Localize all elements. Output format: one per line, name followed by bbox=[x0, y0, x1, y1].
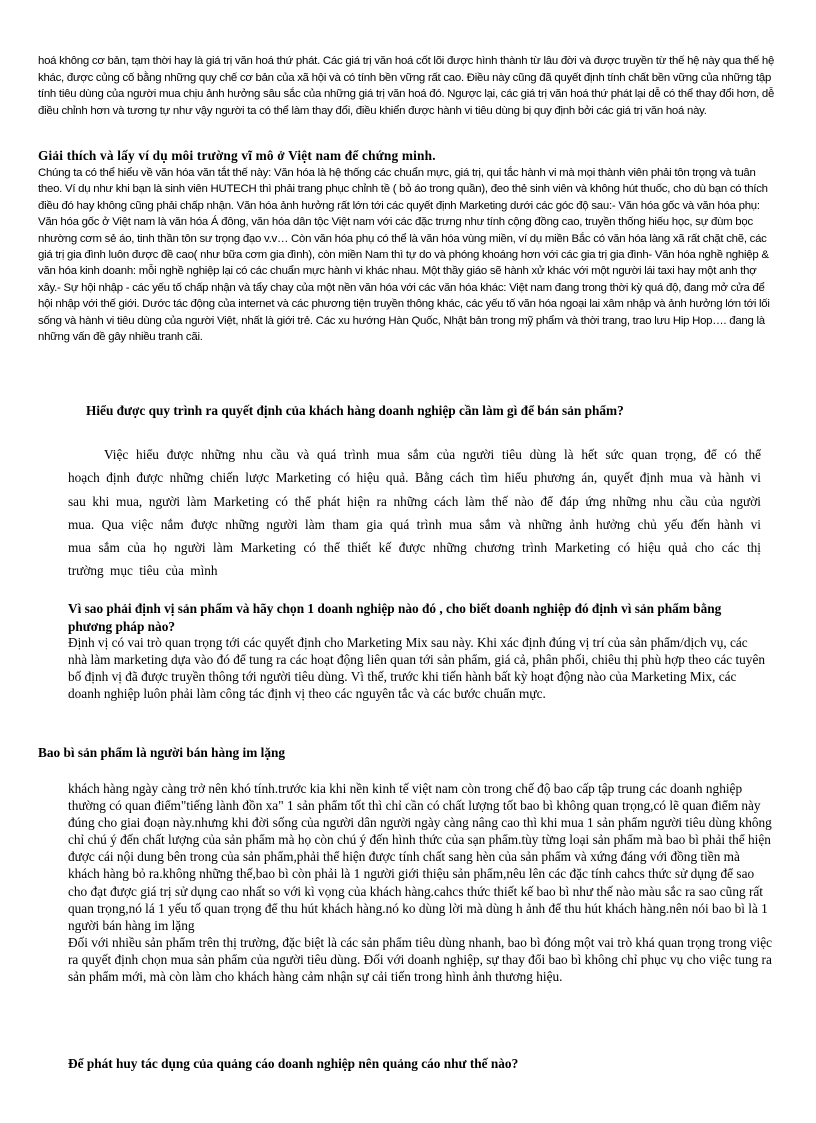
heading-advertising: Để phát huy tác dụng của quảng cáo doanh nghiệp nên quảng cáo như thế nào? bbox=[68, 1056, 519, 1071]
paragraph-decision-process: Việc hiểu được những nhu cầu và quá trình mua sắm của người tiêu dùng là hết sức quan trọng, để có thể hoạch định được những chiến lược Marketing có hiệu quả. Bằng cách tìm hiểu phương án, quyết định mua và hành vi sau khi mua, người làm Marketing có thể phát hiện ra những cách làm thế nào để đáp ứng những nhu cầu của người mua. Qua việc nắm được những người làm tham gia quá trình mua sắm và những ảnh hưởng chủ yếu đến hành vi mua sắm của họ người làm Marketing có thể thiết kế được những chương trình Marketing có hiệu quả cho các thị trường mục tiêu của mình bbox=[68, 447, 761, 579]
paragraph-product-positioning: Định vị có vai trò quan trọng tới các quyết định cho Marketing Mix sau này. Khi xác định đúng vị trí của sản phẩm/dịch vụ, các nhà làm marketing dựa vào đó để tung ra các hoạt động liên quan tới sản phẩm, giá cả, phân phối, chiêu thị phù hợp theo các tuyên bố định vị đã được truyền thông tới người tiêu dùng. Vì thế, trước khi tiến hành bất kỳ hoạt động nào của Marketing Mix, các doanh nghiệp luôn phải làm công tác định vị theo các nguyên tắc và các bước chuẩn mực. bbox=[68, 635, 765, 702]
heading-product-positioning: Vì sao phải định vị sản phẩm và hãy chọn 1 doanh nghiệp nào đó , cho biết doanh nghiệp đó định vì sản phẩm bằng phương pháp nào? bbox=[68, 601, 722, 634]
heading-macro-environment: Giải thích và lấy ví dụ môi trường vĩ mô ở Việt nam để chứng minh. bbox=[38, 148, 436, 163]
paragraph-packaging-silent-seller: khách hàng ngày càng trở nên khó tính.trước kia khi nền kinh tế việt nam còn trong chế độ bao cấp tập trung các doanh nghiệp thường có quan điểm"tiếng lành đồn xa" 1 sản phẩm tốt thì chỉ cần có chất lượng tốt bao bì không quan trọng,có lẽ quan điểm này đúng cho giai đoạn này.nhưng khi đời sống của người dân người ngày càng nâng cao thì khi mua 1 sản phẩm người tiêu dùng không chỉ chú ý đến chất lượng của sản phẩm mà họ còn chú ý đến hình thức của sạn phẩm.tùy từng loại sản phẩm mà bao bì phải thể hiện được cái nội dung bên trong của sản phẩm,phải thể hiện được tính chất sang hèn của sản phẩm và xứng đáng với đồng tiền mà khách hàng bỏ ra.không những thế,bao bì còn phải là 1 người giới thiệu sản phẩm,nêu lên các đặc tính cahcs thức sử dụng để sao cho đạt được giá trị sử dụng cao nhất so với kì vọng của khách hàng.cahcs thức thiết kế bao bì như thế nào màu sắc ra sao cũng rất quan trọng,nó lá 1 yếu tố quan trọng để thu hút khách hàng.nó ko dùng lời mà dùng h ảnh để thu hút khách hàng.nên nói bao bì là 1 người bán hàng im lặng bbox=[68, 781, 772, 933]
packaging-body bbox=[68, 780, 774, 985]
paragraph-packaging-role: Đối với nhiều sản phẩm trên thị trường, đặc biệt là các sản phẩm tiêu dùng nhanh, bao bì đóng một vai trò khá quan trọng trong việc ra quyết định chọn mua sản phẩm của người tiêu dùng. Đối với doanh nghiệp, sự thay đổi bao bì không chỉ phục vụ cho việc tung ra sản phẩm mới, mà còn làm cho khách hàng cảm nhận sự cải tiến trong hình ảnh thương hiệu. bbox=[68, 934, 773, 985]
heading-packaging: Bao bì sản phẩm là người bán hàng im lặng bbox=[38, 745, 286, 760]
heading-decision-process: Hiểu được quy trình ra quyết định của khách hàng doanh nghiệp cần làm gì để bán sản phẩm? bbox=[86, 403, 624, 418]
paragraph-culture-values: hoá không cơ bản, tạm thời hay là giá trị văn hoá thứ phát. Các giá trị văn hoá cốt lõi được hình thành từ lâu đời và được truyền từ thế hệ này qua thế hệ khác, được củng cố bằng những quy chế cơ bản của xã hội và có tính bền vững rất cao. Điều này cũng đã quyết định tính chất bền vững của những tập tính tiêu dùng của người mua chịu ảnh hưởng sâu sắc của những giá trị văn hoá đó. Ngược lại, các giá trị văn hoá thứ phát lại dễ có thể thay đổi hơn, dễ điều chỉnh hơn và tương tự như vậy người ta có thể làm thay đổi, điều khiển được hành vi tiêu dùng bị quy định bởi các giá trị văn hoá này. bbox=[38, 55, 775, 117]
paragraph-macro-environment: Chúng ta có thể hiểu về văn hóa văn tắt thế này: Văn hóa là hệ thống các chuẩn mực, giá trị, qui tắc hành vi mà mọi thành viên phải tôn trọng và tuân theo. Ví dụ như khi bạn là sinh viên HUTECH thì phải trang phục chỉnh tề ( bỏ áo trong quần), đeo thẻ sinh viên và không hút thuốc, cho dù bạn có thích điều đó hay không cũng phải chấp nhận. Văn hóa ảnh hưởng rất lớn tới các quyết định Marketing dưới các góc độ sau:- Văn hóa gốc và văn hóa phụ: Văn hóa gốc ở Việt nam là văn hóa Á đông, văn hóa dân tộc Việt nam với các đặc trưng như tính cộng đồng cao, truyền thống hiếu học, sự đùm bọc nhường cơm sẻ áo, tinh thần tôn sư trọng đạo v.v… Còn văn hóa phụ có thể là văn hóa vùng miền, ví dụ miền Bắc có văn hóa làng xã rất chặt chẽ, các giá trị gia đình luôn được đề cao( như bữa cơm gia đình), còn miền Nam thì tự do và phóng khoáng hơn với các gia trị gia đình- Văn hóa nghề nghiệp & văn hóa kinh doanh: mỗi nghề nghiệp lại có các chuẩn mực hành vi khác nhau. Một thầy giáo sẽ hành xử khác với một người lái taxi hay một anh thợ xây.- Sự hội nhập - các yếu tố chấp nhận và tẩy chay của một nền văn hóa với các văn hóa khác: Việt nam đang trong thời kỳ quá độ, đang mở cửa để hội nhập với thế giới. Dước tác động của internet và các phương tiện truyền thông khác, các yếu tố văn hóa ngoại lai xâm nhập và ảnh hưởng lớn tới lối sống và hành vi tiêu dùng của người Việt, nhất là giới trẻ. Các xu hướng Hàn Quốc, Nhật bản trong mỹ phẩm và thời trang, trao lưu Hip Hop…. đang là những vấn đề gây nhiều tranh cãi. bbox=[38, 167, 770, 344]
